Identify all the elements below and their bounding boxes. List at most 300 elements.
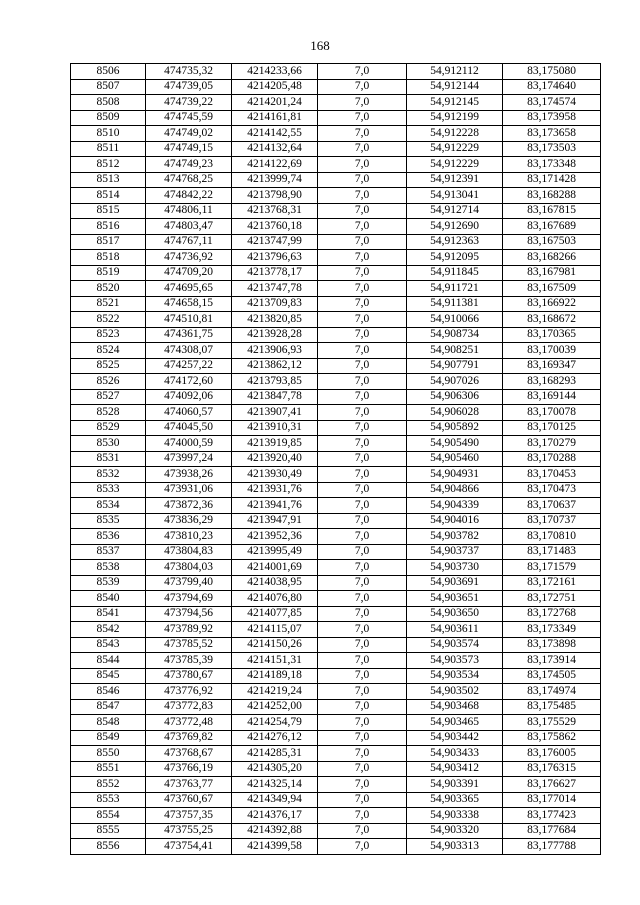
y-coordinate-cell: 4213947,91 (232, 513, 318, 529)
x-coordinate-cell: 473794,56 (146, 606, 232, 622)
point-number-cell: 8547 (71, 699, 146, 715)
point-number-cell: 8540 (71, 591, 146, 607)
y-coordinate-cell: 4213747,99 (232, 234, 318, 250)
table-row (71, 467, 601, 483)
value-cell: 7,0 (318, 482, 407, 498)
y-coordinate-cell: 4213910,31 (232, 420, 318, 436)
latitude-cell: 54,905892 (407, 420, 503, 436)
y-coordinate-cell: 4213798,90 (232, 188, 318, 204)
value-cell: 7,0 (318, 529, 407, 545)
value-cell: 7,0 (318, 746, 407, 762)
longitude-cell: 83,174974 (503, 684, 601, 700)
y-coordinate-cell: 4213906,93 (232, 343, 318, 359)
y-coordinate-cell: 4214392,88 (232, 823, 318, 839)
longitude-cell: 83,171428 (503, 172, 601, 188)
x-coordinate-cell: 473931,06 (146, 482, 232, 498)
y-coordinate-cell: 4213709,83 (232, 296, 318, 312)
x-coordinate-cell: 473776,92 (146, 684, 232, 700)
table-row (71, 234, 601, 250)
table-row (71, 839, 601, 855)
table-row (71, 374, 601, 390)
longitude-cell: 83,171579 (503, 560, 601, 576)
value-cell: 7,0 (318, 451, 407, 467)
point-number-cell: 8555 (71, 823, 146, 839)
x-coordinate-cell: 474060,57 (146, 405, 232, 421)
x-coordinate-cell: 473769,82 (146, 730, 232, 746)
value-cell: 7,0 (318, 684, 407, 700)
longitude-cell: 83,172768 (503, 606, 601, 622)
latitude-cell: 54,903320 (407, 823, 503, 839)
value-cell: 7,0 (318, 296, 407, 312)
longitude-cell: 83,170039 (503, 343, 601, 359)
point-number-cell: 8510 (71, 126, 146, 142)
table-row (71, 792, 601, 808)
longitude-cell: 83,170125 (503, 420, 601, 436)
latitude-cell: 54,903782 (407, 529, 503, 545)
point-number-cell: 8516 (71, 219, 146, 235)
value-cell: 7,0 (318, 172, 407, 188)
value-cell: 7,0 (318, 265, 407, 281)
y-coordinate-cell: 4214038,95 (232, 575, 318, 591)
latitude-cell: 54,903534 (407, 668, 503, 684)
y-coordinate-cell: 4214399,58 (232, 839, 318, 855)
latitude-cell: 54,912095 (407, 250, 503, 266)
table-row (71, 668, 601, 684)
coordinates-table (70, 63, 601, 855)
y-coordinate-cell: 4214305,20 (232, 761, 318, 777)
point-number-cell: 8519 (71, 265, 146, 281)
latitude-cell: 54,904931 (407, 467, 503, 483)
x-coordinate-cell: 474510,81 (146, 312, 232, 328)
value-cell: 7,0 (318, 544, 407, 560)
y-coordinate-cell: 4213760,18 (232, 219, 318, 235)
table-row (71, 172, 601, 188)
y-coordinate-cell: 4213847,78 (232, 389, 318, 405)
value-cell: 7,0 (318, 250, 407, 266)
point-number-cell: 8515 (71, 203, 146, 219)
table-row (71, 281, 601, 297)
table-row (71, 591, 601, 607)
value-cell: 7,0 (318, 203, 407, 219)
latitude-cell: 54,905490 (407, 436, 503, 452)
table-row (71, 203, 601, 219)
table-row (71, 64, 601, 80)
y-coordinate-cell: 4214349,94 (232, 792, 318, 808)
latitude-cell: 54,904866 (407, 482, 503, 498)
longitude-cell: 83,168672 (503, 312, 601, 328)
x-coordinate-cell: 473785,39 (146, 653, 232, 669)
latitude-cell: 54,903737 (407, 544, 503, 560)
x-coordinate-cell: 474045,50 (146, 420, 232, 436)
x-coordinate-cell: 473810,23 (146, 529, 232, 545)
point-number-cell: 8526 (71, 374, 146, 390)
longitude-cell: 83,170453 (503, 467, 601, 483)
latitude-cell: 54,903465 (407, 715, 503, 731)
table-row (71, 265, 601, 281)
value-cell: 7,0 (318, 141, 407, 157)
table-row (71, 513, 601, 529)
value-cell: 7,0 (318, 110, 407, 126)
latitude-cell: 54,912112 (407, 64, 503, 80)
x-coordinate-cell: 473804,03 (146, 560, 232, 576)
latitude-cell: 54,903338 (407, 808, 503, 824)
value-cell: 7,0 (318, 95, 407, 111)
latitude-cell: 54,906306 (407, 389, 503, 405)
y-coordinate-cell: 4213768,31 (232, 203, 318, 219)
x-coordinate-cell: 474749,15 (146, 141, 232, 157)
point-number-cell: 8521 (71, 296, 146, 312)
point-number-cell: 8518 (71, 250, 146, 266)
longitude-cell: 83,176627 (503, 777, 601, 793)
longitude-cell: 83,167981 (503, 265, 601, 281)
point-number-cell: 8545 (71, 668, 146, 684)
latitude-cell: 54,903502 (407, 684, 503, 700)
y-coordinate-cell: 4214161,81 (232, 110, 318, 126)
latitude-cell: 54,907791 (407, 358, 503, 374)
value-cell: 7,0 (318, 281, 407, 297)
table-row (71, 746, 601, 762)
table-row (71, 110, 601, 126)
x-coordinate-cell: 474092,06 (146, 389, 232, 405)
x-coordinate-cell: 474806,11 (146, 203, 232, 219)
value-cell: 7,0 (318, 637, 407, 653)
x-coordinate-cell: 473799,40 (146, 575, 232, 591)
point-number-cell: 8536 (71, 529, 146, 545)
value-cell: 7,0 (318, 405, 407, 421)
x-coordinate-cell: 474735,32 (146, 64, 232, 80)
point-number-cell: 8537 (71, 544, 146, 560)
x-coordinate-cell: 474695,65 (146, 281, 232, 297)
x-coordinate-cell: 474767,11 (146, 234, 232, 250)
longitude-cell: 83,170288 (503, 451, 601, 467)
value-cell: 7,0 (318, 234, 407, 250)
table-row (71, 575, 601, 591)
y-coordinate-cell: 4213999,74 (232, 172, 318, 188)
table-row (71, 219, 601, 235)
longitude-cell: 83,177684 (503, 823, 601, 839)
longitude-cell: 83,175485 (503, 699, 601, 715)
table-row (71, 684, 601, 700)
point-number-cell: 8541 (71, 606, 146, 622)
longitude-cell: 83,177788 (503, 839, 601, 855)
longitude-cell: 83,173898 (503, 637, 601, 653)
point-number-cell: 8546 (71, 684, 146, 700)
table-row (71, 653, 601, 669)
point-number-cell: 8513 (71, 172, 146, 188)
value-cell: 7,0 (318, 327, 407, 343)
y-coordinate-cell: 4214189,18 (232, 668, 318, 684)
x-coordinate-cell: 473997,24 (146, 451, 232, 467)
point-number-cell: 8553 (71, 792, 146, 808)
longitude-cell: 83,173349 (503, 622, 601, 638)
x-coordinate-cell: 474745,59 (146, 110, 232, 126)
table-row (71, 529, 601, 545)
value-cell: 7,0 (318, 715, 407, 731)
value-cell: 7,0 (318, 157, 407, 173)
y-coordinate-cell: 4214001,69 (232, 560, 318, 576)
point-number-cell: 8538 (71, 560, 146, 576)
x-coordinate-cell: 474739,05 (146, 79, 232, 95)
x-coordinate-cell: 474842,22 (146, 188, 232, 204)
y-coordinate-cell: 4214285,31 (232, 746, 318, 762)
value-cell: 7,0 (318, 823, 407, 839)
longitude-cell: 83,173958 (503, 110, 601, 126)
latitude-cell: 54,903433 (407, 746, 503, 762)
x-coordinate-cell: 474749,23 (146, 157, 232, 173)
y-coordinate-cell: 4213952,36 (232, 529, 318, 545)
longitude-cell: 83,171483 (503, 544, 601, 560)
longitude-cell: 83,175080 (503, 64, 601, 80)
y-coordinate-cell: 4213778,17 (232, 265, 318, 281)
longitude-cell: 83,174574 (503, 95, 601, 111)
point-number-cell: 8549 (71, 730, 146, 746)
table-row (71, 637, 601, 653)
latitude-cell: 54,903573 (407, 653, 503, 669)
longitude-cell: 83,167689 (503, 219, 601, 235)
table-row (71, 405, 601, 421)
latitude-cell: 54,912229 (407, 157, 503, 173)
point-number-cell: 8509 (71, 110, 146, 126)
y-coordinate-cell: 4213796,63 (232, 250, 318, 266)
point-number-cell: 8542 (71, 622, 146, 638)
latitude-cell: 54,912714 (407, 203, 503, 219)
point-number-cell: 8529 (71, 420, 146, 436)
x-coordinate-cell: 474000,59 (146, 436, 232, 452)
value-cell: 7,0 (318, 312, 407, 328)
y-coordinate-cell: 4214151,31 (232, 653, 318, 669)
y-coordinate-cell: 4214276,12 (232, 730, 318, 746)
y-coordinate-cell: 4214376,17 (232, 808, 318, 824)
value-cell: 7,0 (318, 498, 407, 514)
y-coordinate-cell: 4213930,49 (232, 467, 318, 483)
longitude-cell: 83,170637 (503, 498, 601, 514)
value-cell: 7,0 (318, 622, 407, 638)
point-number-cell: 8550 (71, 746, 146, 762)
x-coordinate-cell: 474308,07 (146, 343, 232, 359)
value-cell: 7,0 (318, 358, 407, 374)
latitude-cell: 54,903650 (407, 606, 503, 622)
y-coordinate-cell: 4214252,00 (232, 699, 318, 715)
y-coordinate-cell: 4214219,24 (232, 684, 318, 700)
latitude-cell: 54,904339 (407, 498, 503, 514)
x-coordinate-cell: 474361,75 (146, 327, 232, 343)
value-cell: 7,0 (318, 761, 407, 777)
table-row (71, 79, 601, 95)
y-coordinate-cell: 4214254,79 (232, 715, 318, 731)
point-number-cell: 8512 (71, 157, 146, 173)
y-coordinate-cell: 4214077,85 (232, 606, 318, 622)
longitude-cell: 83,174505 (503, 668, 601, 684)
x-coordinate-cell: 473760,67 (146, 792, 232, 808)
x-coordinate-cell: 473785,52 (146, 637, 232, 653)
longitude-cell: 83,166922 (503, 296, 601, 312)
value-cell: 7,0 (318, 389, 407, 405)
longitude-cell: 83,168293 (503, 374, 601, 390)
latitude-cell: 54,912199 (407, 110, 503, 126)
x-coordinate-cell: 474803,47 (146, 219, 232, 235)
longitude-cell: 83,170473 (503, 482, 601, 498)
value-cell: 7,0 (318, 219, 407, 235)
longitude-cell: 83,169144 (503, 389, 601, 405)
value-cell: 7,0 (318, 839, 407, 855)
longitude-cell: 83,169347 (503, 358, 601, 374)
latitude-cell: 54,911721 (407, 281, 503, 297)
x-coordinate-cell: 473836,29 (146, 513, 232, 529)
table-row (71, 358, 601, 374)
x-coordinate-cell: 474709,20 (146, 265, 232, 281)
longitude-cell: 83,167509 (503, 281, 601, 297)
x-coordinate-cell: 473780,67 (146, 668, 232, 684)
y-coordinate-cell: 4214201,24 (232, 95, 318, 111)
point-number-cell: 8517 (71, 234, 146, 250)
table-row (71, 808, 601, 824)
y-coordinate-cell: 4213747,78 (232, 281, 318, 297)
point-number-cell: 8543 (71, 637, 146, 653)
x-coordinate-cell: 474739,22 (146, 95, 232, 111)
latitude-cell: 54,903691 (407, 575, 503, 591)
table-row (71, 126, 601, 142)
latitude-cell: 54,903442 (407, 730, 503, 746)
point-number-cell: 8544 (71, 653, 146, 669)
longitude-cell: 83,177423 (503, 808, 601, 824)
x-coordinate-cell: 474172,60 (146, 374, 232, 390)
longitude-cell: 83,172161 (503, 575, 601, 591)
table-row (71, 95, 601, 111)
latitude-cell: 54,912228 (407, 126, 503, 142)
latitude-cell: 54,906028 (407, 405, 503, 421)
x-coordinate-cell: 473872,36 (146, 498, 232, 514)
longitude-cell: 83,176005 (503, 746, 601, 762)
point-number-cell: 8530 (71, 436, 146, 452)
table-row (71, 730, 601, 746)
longitude-cell: 83,168288 (503, 188, 601, 204)
y-coordinate-cell: 4213820,85 (232, 312, 318, 328)
point-number-cell: 8531 (71, 451, 146, 467)
point-number-cell: 8523 (71, 327, 146, 343)
point-number-cell: 8533 (71, 482, 146, 498)
table-row (71, 451, 601, 467)
latitude-cell: 54,913041 (407, 188, 503, 204)
x-coordinate-cell: 473794,69 (146, 591, 232, 607)
x-coordinate-cell: 473772,83 (146, 699, 232, 715)
longitude-cell: 83,170810 (503, 529, 601, 545)
coordinates-table-body (71, 64, 601, 855)
point-number-cell: 8532 (71, 467, 146, 483)
x-coordinate-cell: 473755,25 (146, 823, 232, 839)
table-row (71, 823, 601, 839)
x-coordinate-cell: 473789,92 (146, 622, 232, 638)
longitude-cell: 83,168266 (503, 250, 601, 266)
point-number-cell: 8507 (71, 79, 146, 95)
latitude-cell: 54,912229 (407, 141, 503, 157)
latitude-cell: 54,905460 (407, 451, 503, 467)
longitude-cell: 83,174640 (503, 79, 601, 95)
x-coordinate-cell: 473804,83 (146, 544, 232, 560)
y-coordinate-cell: 4213931,76 (232, 482, 318, 498)
value-cell: 7,0 (318, 64, 407, 80)
y-coordinate-cell: 4214205,48 (232, 79, 318, 95)
value-cell: 7,0 (318, 343, 407, 359)
value-cell: 7,0 (318, 653, 407, 669)
latitude-cell: 54,903313 (407, 839, 503, 855)
table-row (71, 715, 601, 731)
longitude-cell: 83,176315 (503, 761, 601, 777)
longitude-cell: 83,167815 (503, 203, 601, 219)
longitude-cell: 83,172751 (503, 591, 601, 607)
table-row (71, 761, 601, 777)
latitude-cell: 54,908734 (407, 327, 503, 343)
y-coordinate-cell: 4213995,49 (232, 544, 318, 560)
table-row (71, 482, 601, 498)
y-coordinate-cell: 4213920,40 (232, 451, 318, 467)
y-coordinate-cell: 4214150,26 (232, 637, 318, 653)
y-coordinate-cell: 4213941,76 (232, 498, 318, 514)
latitude-cell: 54,904016 (407, 513, 503, 529)
table-row (71, 141, 601, 157)
x-coordinate-cell: 473768,67 (146, 746, 232, 762)
x-coordinate-cell: 474768,25 (146, 172, 232, 188)
table-row (71, 777, 601, 793)
y-coordinate-cell: 4213907,41 (232, 405, 318, 421)
value-cell: 7,0 (318, 374, 407, 390)
table-row (71, 296, 601, 312)
longitude-cell: 83,173658 (503, 126, 601, 142)
latitude-cell: 54,903468 (407, 699, 503, 715)
x-coordinate-cell: 474749,02 (146, 126, 232, 142)
longitude-cell: 83,170078 (503, 405, 601, 421)
y-coordinate-cell: 4213793,85 (232, 374, 318, 390)
value-cell: 7,0 (318, 699, 407, 715)
latitude-cell: 54,903365 (407, 792, 503, 808)
value-cell: 7,0 (318, 591, 407, 607)
latitude-cell: 54,903730 (407, 560, 503, 576)
y-coordinate-cell: 4214142,55 (232, 126, 318, 142)
latitude-cell: 54,912144 (407, 79, 503, 95)
latitude-cell: 54,903574 (407, 637, 503, 653)
longitude-cell: 83,170279 (503, 436, 601, 452)
point-number-cell: 8522 (71, 312, 146, 328)
latitude-cell: 54,911381 (407, 296, 503, 312)
value-cell: 7,0 (318, 808, 407, 824)
value-cell: 7,0 (318, 730, 407, 746)
point-number-cell: 8514 (71, 188, 146, 204)
x-coordinate-cell: 473766,19 (146, 761, 232, 777)
point-number-cell: 8539 (71, 575, 146, 591)
y-coordinate-cell: 4214132,64 (232, 141, 318, 157)
table-row (71, 544, 601, 560)
value-cell: 7,0 (318, 467, 407, 483)
value-cell: 7,0 (318, 777, 407, 793)
table-row (71, 327, 601, 343)
point-number-cell: 8527 (71, 389, 146, 405)
y-coordinate-cell: 4214233,66 (232, 64, 318, 80)
latitude-cell: 54,903651 (407, 591, 503, 607)
longitude-cell: 83,170365 (503, 327, 601, 343)
value-cell: 7,0 (318, 436, 407, 452)
table-row (71, 312, 601, 328)
latitude-cell: 54,911845 (407, 265, 503, 281)
point-number-cell: 8535 (71, 513, 146, 529)
latitude-cell: 54,912363 (407, 234, 503, 250)
longitude-cell: 83,175862 (503, 730, 601, 746)
point-number-cell: 8506 (71, 64, 146, 80)
table-row (71, 606, 601, 622)
table-row (71, 436, 601, 452)
latitude-cell: 54,912391 (407, 172, 503, 188)
latitude-cell: 54,910066 (407, 312, 503, 328)
point-number-cell: 8548 (71, 715, 146, 731)
value-cell: 7,0 (318, 668, 407, 684)
